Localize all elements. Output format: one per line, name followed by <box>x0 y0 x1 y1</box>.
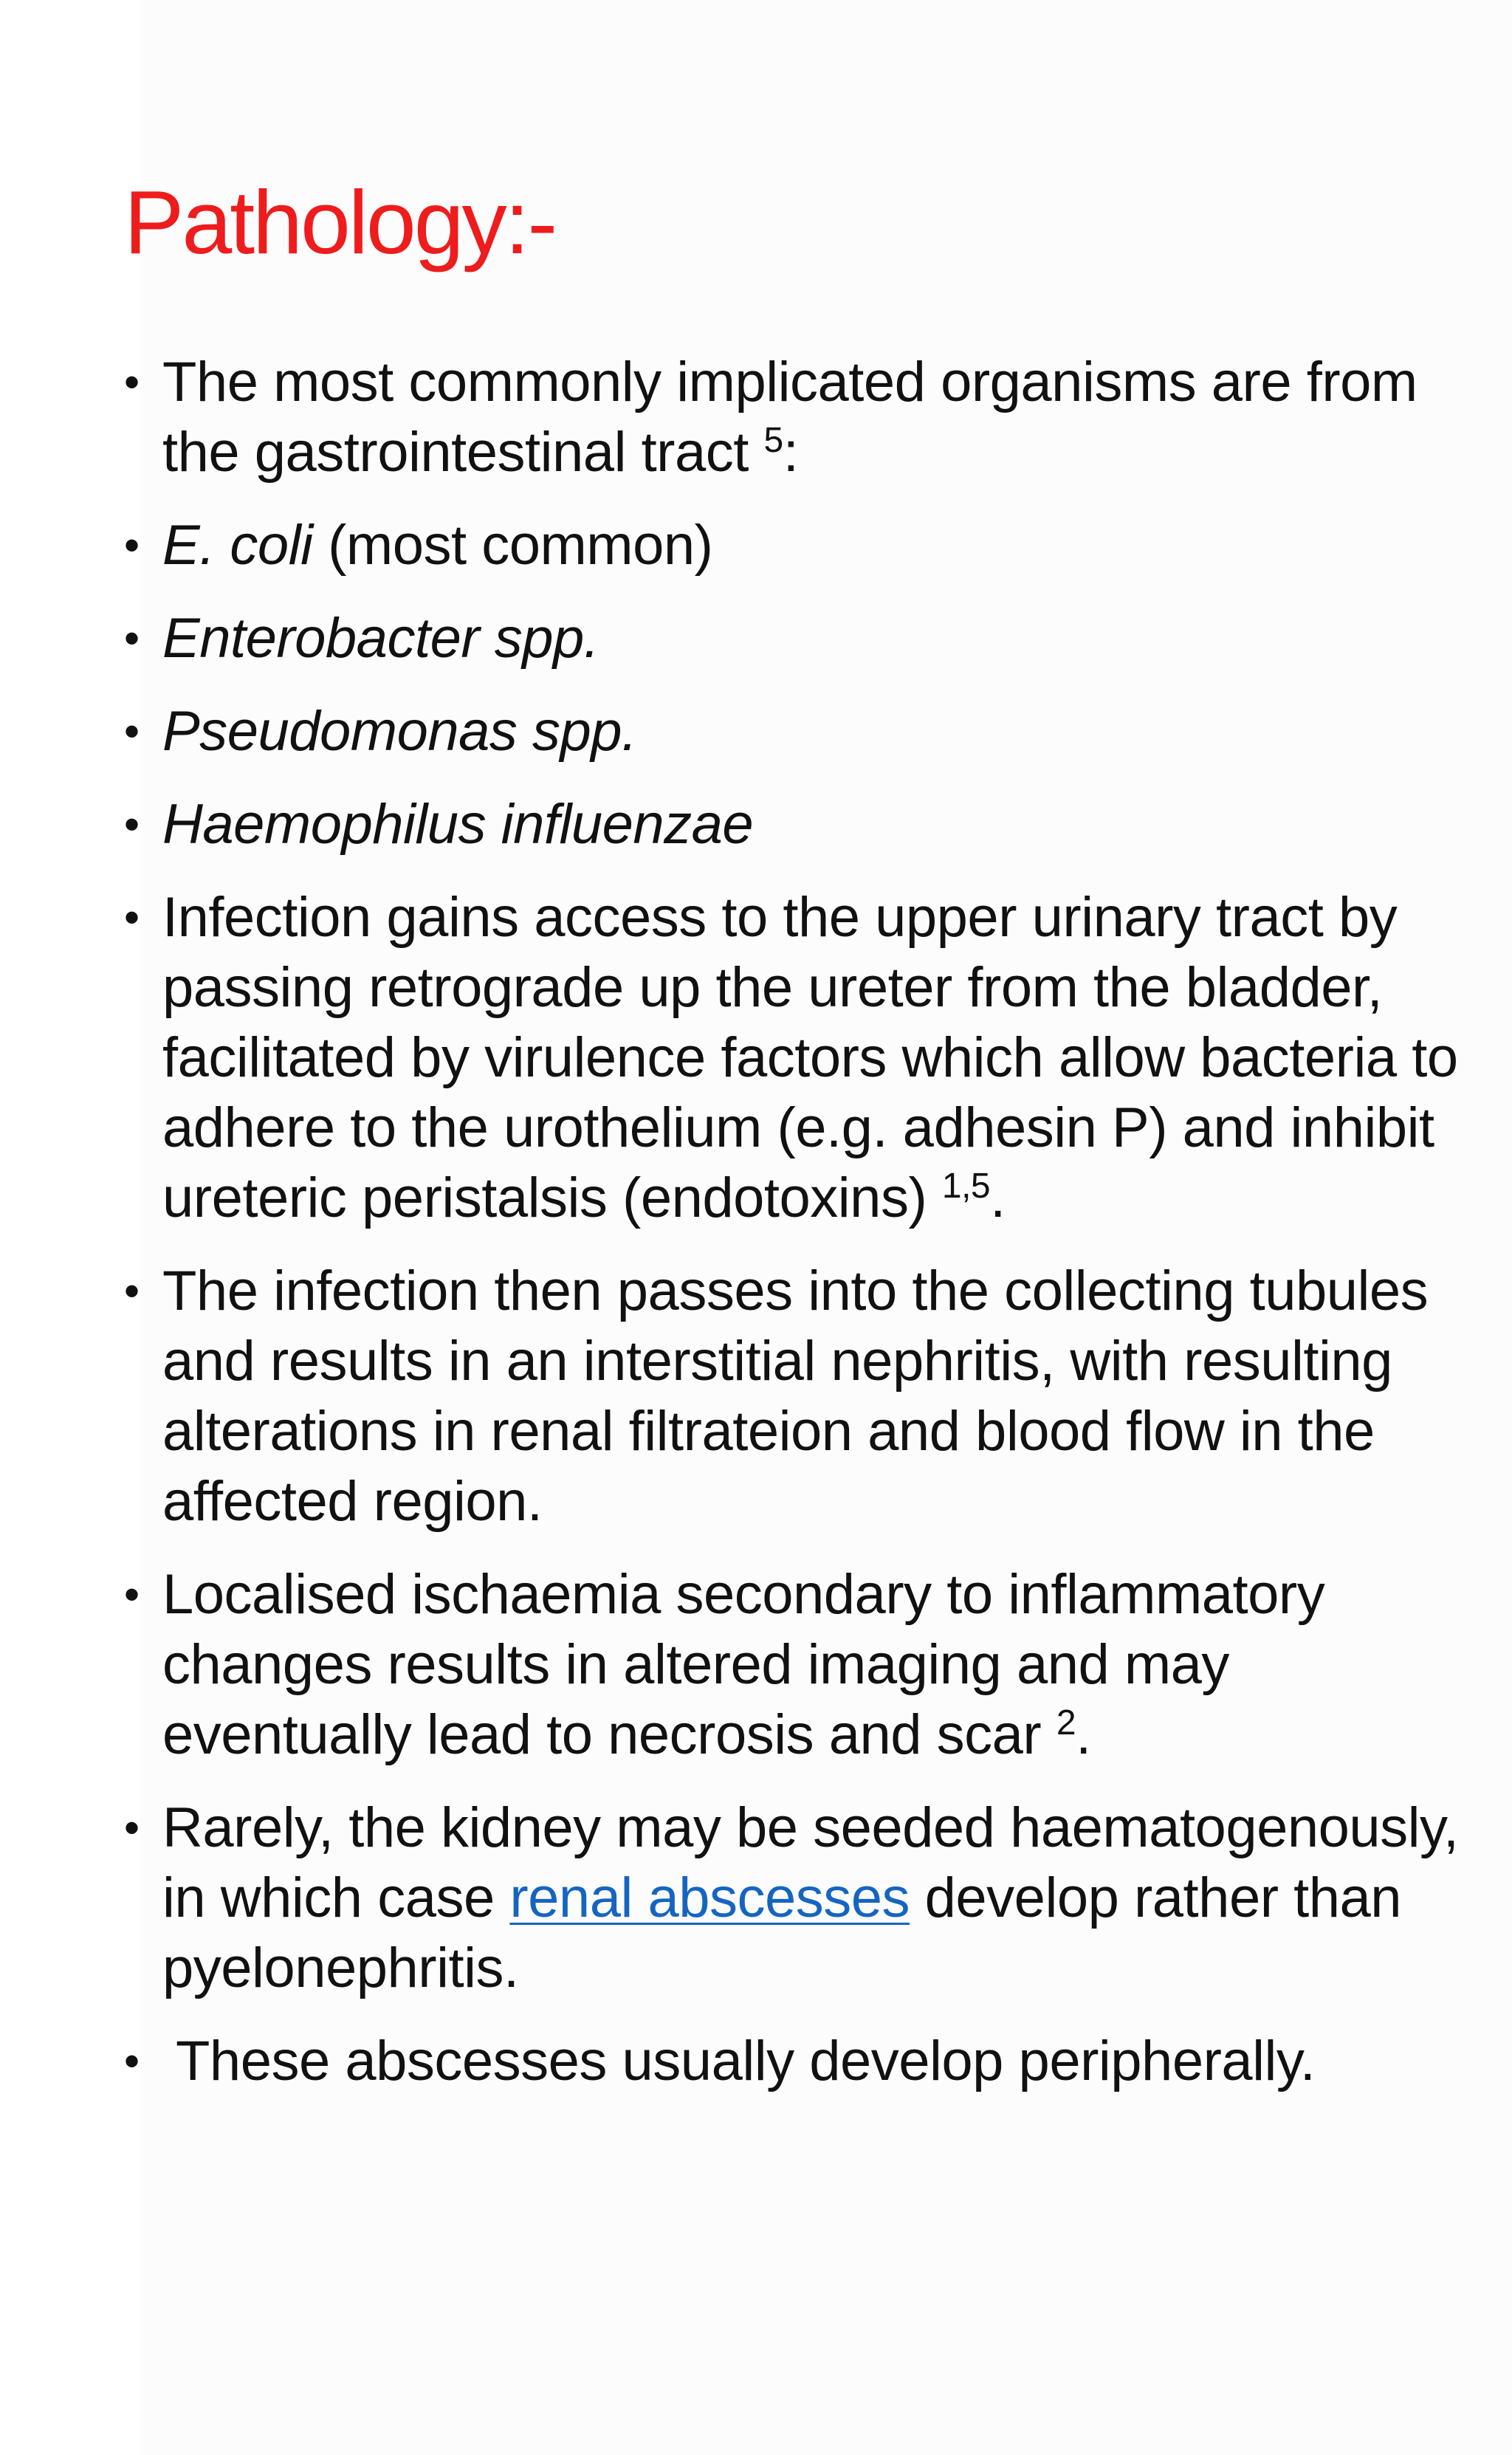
bullet-marker: • <box>124 2036 140 2086</box>
bullet-haemophilus <box>124 789 1468 859</box>
bullet-tail: . <box>1076 1703 1091 1766</box>
bullet-marker: • <box>124 707 140 756</box>
bullet-marker: • <box>124 521 140 570</box>
bullet-marker: • <box>124 614 140 663</box>
bullet-ischaemia <box>124 1559 1468 1770</box>
page-title: Pathology:- <box>124 172 556 272</box>
organism-name: E. coli <box>162 514 313 577</box>
organism-name: Enterobacter spp. <box>162 607 599 670</box>
bullet-marker: • <box>124 800 140 849</box>
bullet-text: These abscesses usually develop peripherally. <box>176 2030 1316 2092</box>
bullet-organisms-intro <box>124 347 1468 487</box>
citation-superscript: 5 <box>763 421 783 460</box>
bullet-infection-access <box>124 882 1468 1233</box>
bullet-text: (most common) <box>312 514 713 577</box>
bullet-list <box>124 347 1468 2119</box>
bullet-tail: : <box>783 421 799 484</box>
bullet-tail: . <box>990 1167 1006 1229</box>
bullet-collecting-tubules <box>124 1256 1468 1536</box>
citation-superscript: 2 <box>1056 1703 1076 1742</box>
bullet-text: Infection gains access to the upper urinary tract by passing retrograde up the ureter from the bladder, facilitated by virulence factors which allow bacteria to adhere to the urothelium (e.g. adhesin P) and inhibit ureteric peristalsis (endotoxins) <box>162 886 1458 1229</box>
bullet-marker: • <box>124 893 140 942</box>
citation-superscript: 1,5 <box>941 1167 991 1206</box>
renal-abscesses-link[interactable]: renal abscesses <box>509 1867 910 1929</box>
bullet-pseudomonas <box>124 696 1468 766</box>
bullet-text: Rarely, the kidney may be seeded haematogenously, in which case <box>162 1796 1459 1929</box>
bullet-text: The most commonly implicated organisms are from the gastrointestinal tract <box>162 351 1418 484</box>
bullet-enterobacter <box>124 603 1468 673</box>
bullet-marker: • <box>124 1803 140 1853</box>
bullet-marker: • <box>124 1266 140 1316</box>
bullet-tail: develop rather than pyelonephritis. <box>162 1867 1402 1999</box>
bullet-haematogenous <box>124 1793 1468 2003</box>
bullet-marker: • <box>124 357 140 407</box>
bullet-ecoli <box>124 510 1468 580</box>
bullet-text: Localised ischaemia secondary to inflammatory changes results in altered imaging and may eventually lead to necrosis and scar <box>162 1563 1325 1766</box>
bullet-marker: • <box>124 1570 140 1619</box>
bullet-text: The infection then passes into the collecting tubules and results in an interstitial nephritis, with resulting alterations in renal filtrateion and blood flow in the affected region. <box>162 1260 1429 1533</box>
organism-name: Pseudomonas spp. <box>162 700 637 763</box>
organism-name: Haemophilus influenzae <box>162 793 754 856</box>
bullet-peripheral <box>124 2026 1468 2096</box>
